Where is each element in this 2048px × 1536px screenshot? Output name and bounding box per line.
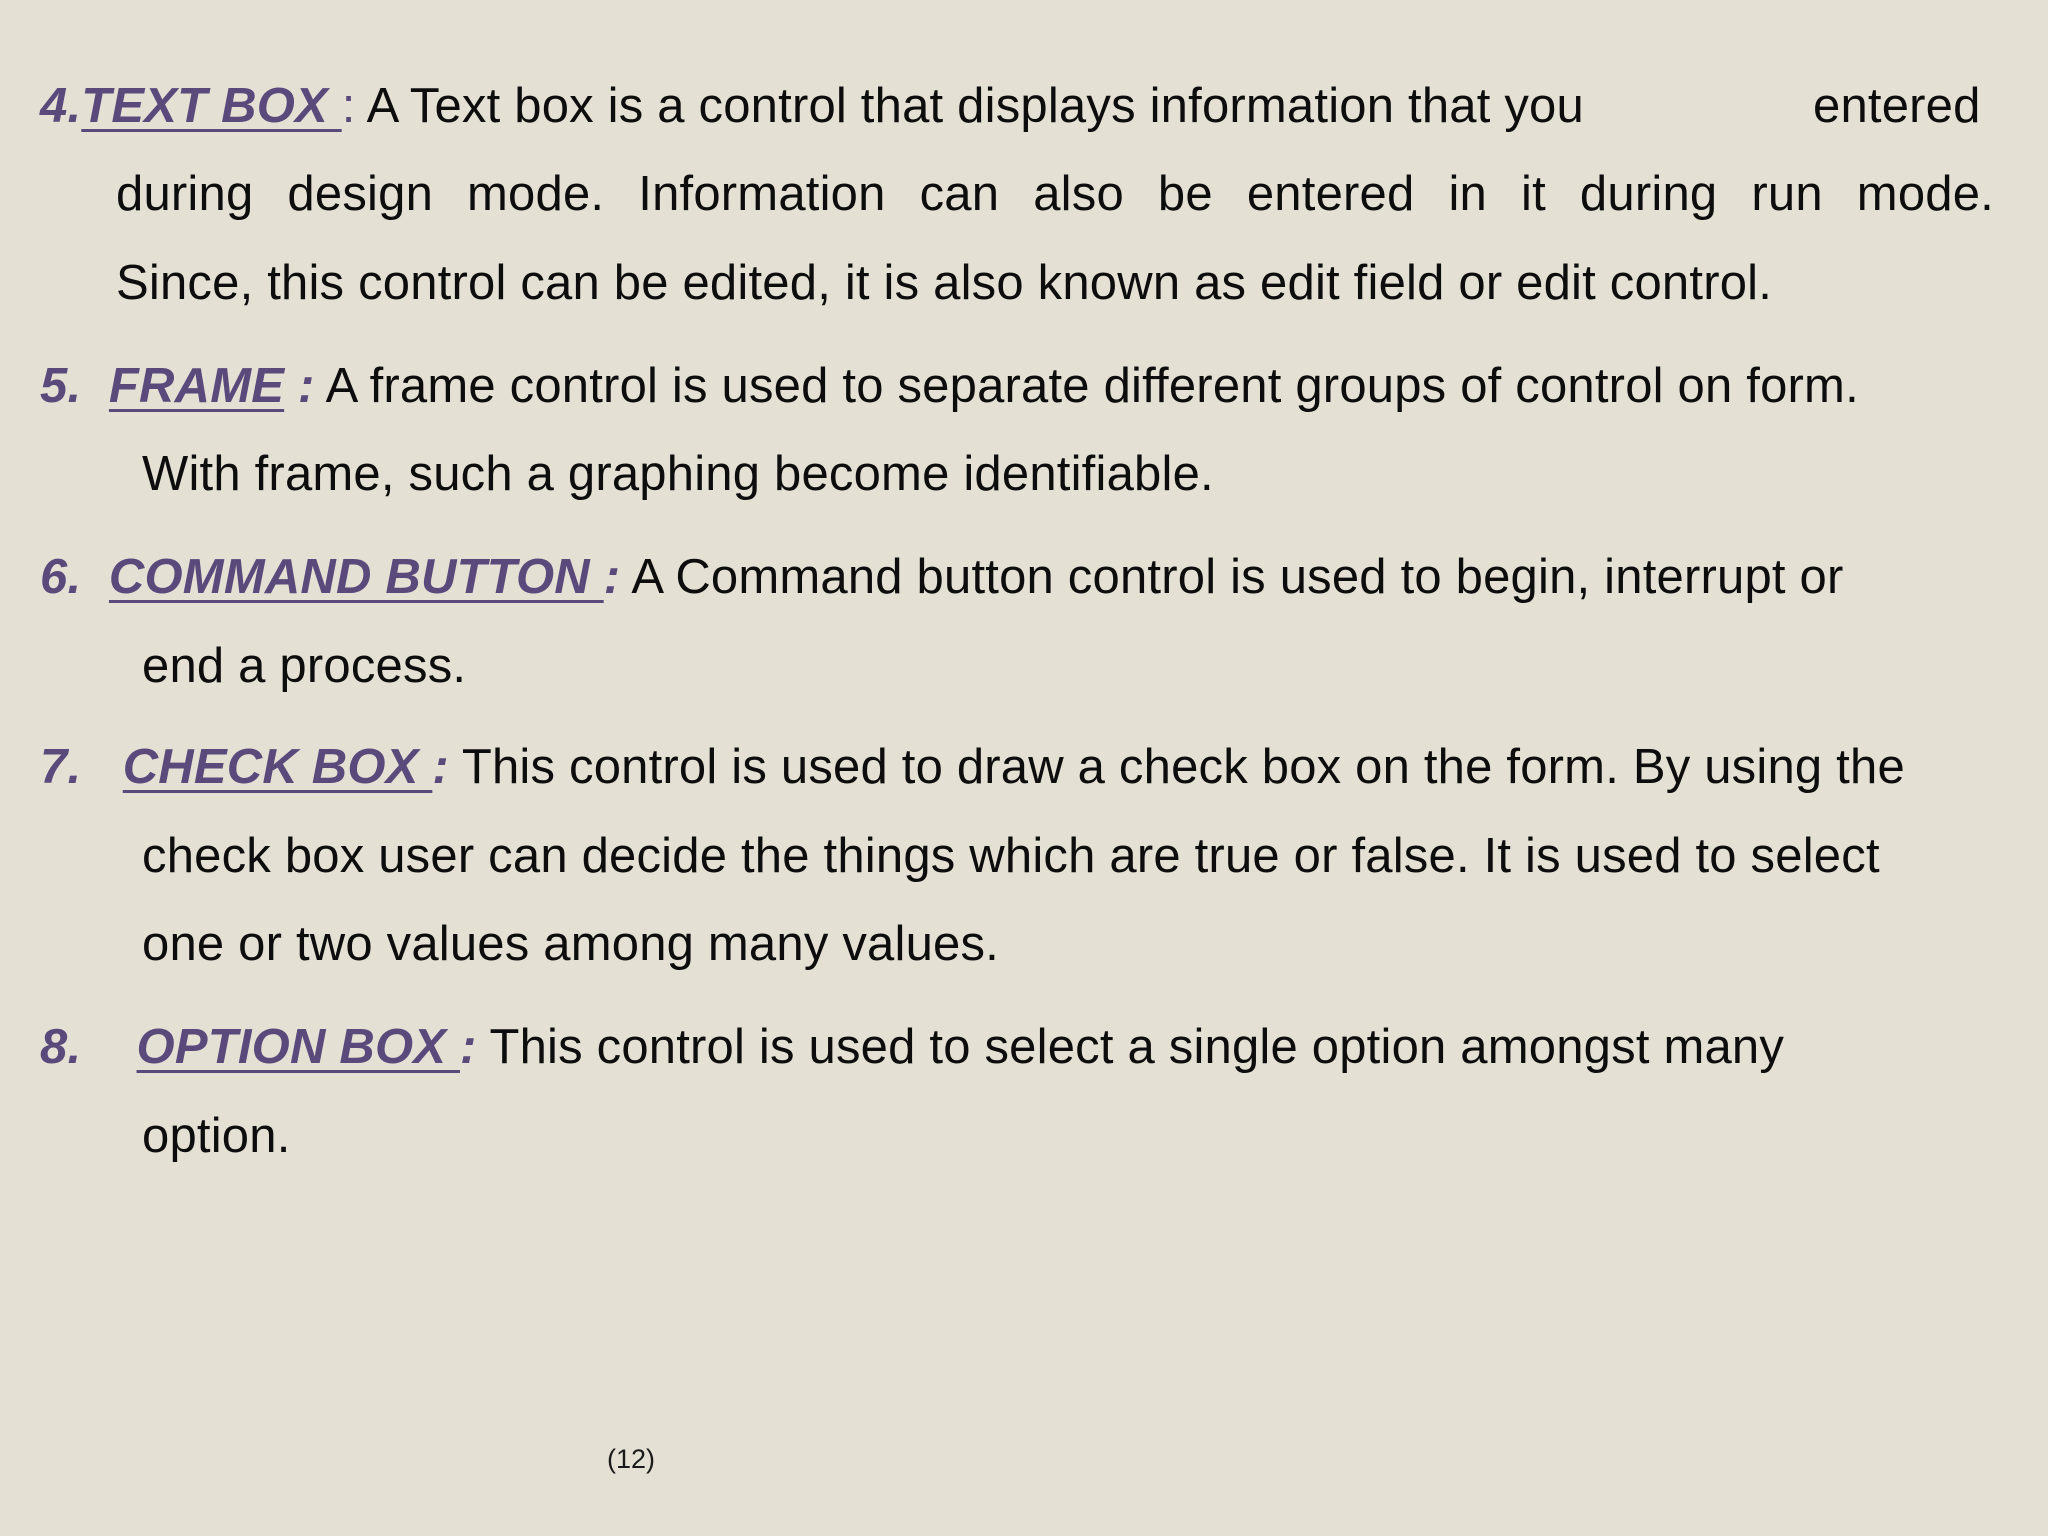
item-text: during design mode. Information can also be entered in it during run mode. (116, 167, 1994, 221)
item-text: A frame control is used to separate different groups of control on form. (314, 359, 1859, 413)
page-number: (12) (607, 1444, 656, 1474)
item-text: A Text box is a control that displays information that you (355, 79, 1584, 133)
item-separator: : (341, 79, 356, 133)
item-term: OPTION BOX (136, 1020, 460, 1074)
item-number: 7. (40, 740, 82, 794)
item-number: 4. (40, 79, 82, 133)
item-text: Since, this control can be edited, it is also known as edit field or edit control. (116, 256, 1773, 310)
item-first-line (40, 356, 1859, 416)
item-number: 5. (40, 359, 82, 413)
item-term: TEXT BOX (81, 79, 342, 133)
item-first-line (40, 547, 1844, 607)
item-first-line (40, 1017, 1784, 1077)
item-text: This control is used to draw a check box on the form. By using the (448, 740, 1905, 794)
item-text-continued: entered (1813, 79, 1981, 133)
item-term: COMMAND BUTTON (108, 550, 604, 604)
item-text: A Command button control is used to begin, interrupt or (620, 550, 1844, 604)
item-first-line (40, 76, 1584, 136)
item-separator: : (603, 550, 621, 604)
item-number: 8. (40, 1020, 82, 1074)
item-text: end a process. (142, 639, 467, 693)
item-text: option. (142, 1109, 291, 1163)
item-term: FRAME (108, 359, 285, 413)
item-number: 6. (40, 550, 82, 604)
item-text: check box user can decide the things which are true or false. It is used to select (142, 829, 1880, 883)
item-separator: : (432, 740, 449, 794)
item-text: This control is used to select a single option amongst many (476, 1020, 1785, 1074)
item-term: CHECK BOX (122, 740, 433, 794)
item-separator: : (284, 359, 315, 413)
item-separator: : (459, 1020, 477, 1074)
item-text: With frame, such a graphing become identifiable. (142, 447, 1214, 501)
item-first-line (40, 737, 1905, 797)
item-text: one or two values among many values. (142, 917, 999, 971)
